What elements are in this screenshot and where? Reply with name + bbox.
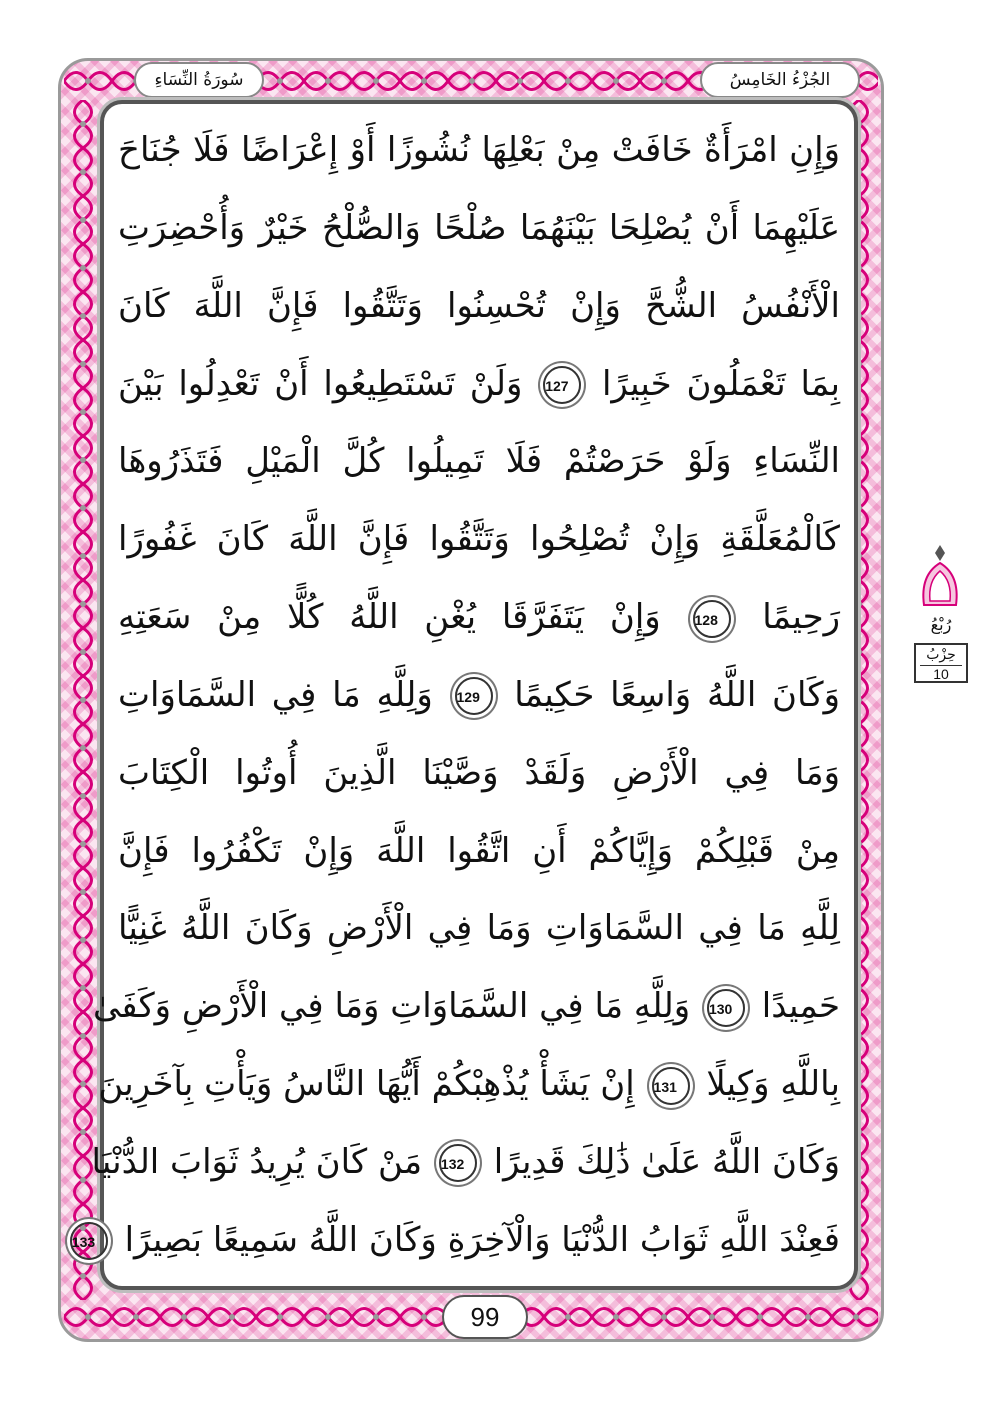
ayah-number-marker: 128 — [693, 600, 731, 638]
verse-text: وَلِلَّهِ مَا فِي السَّمَاوَاتِ وَمَا فِي الْأَرْضِ وَكَفَىٰ — [92, 986, 691, 1027]
hizb-number: 10 — [920, 665, 962, 682]
verse-line — [92, 970, 840, 1042]
verse-line — [118, 425, 840, 497]
verse-text: وَمَا فِي الْأَرْضِ وَلَقَدْ وَصَّيْنَا الَّذِينَ أُوتُوا الْكِتَابَ — [118, 752, 840, 793]
verse-text: بِاللَّهِ وَكِيلًا — [706, 1064, 840, 1105]
verse-line — [118, 737, 840, 809]
verse-text: عَلَيْهِمَا أَنْ يُصْلِحَا بَيْنَهُمَا صُلْحًا وَالصُّلْحُ خَيْرٌ وَأُحْضِرَتِ — [118, 207, 840, 248]
verse-text: كَالْمُعَلَّقَةِ وَإِنْ تُصْلِحُوا وَتَتَّقُوا فَإِنَّ اللَّهَ كَانَ غَفُورًا — [118, 519, 840, 560]
ayah-number-marker: 133 — [70, 1222, 108, 1260]
verse-text: وَإِنْ يَتَفَرَّقَا يُغْنِ اللَّهُ كُلًّا مِنْ سَعَتِهِ — [118, 597, 661, 638]
verse-line — [118, 348, 840, 420]
ayah-number-marker: 129 — [455, 677, 493, 715]
verse-line — [118, 192, 840, 264]
verse-text: وَكَانَ اللَّهُ عَلَىٰ ذَٰلِكَ قَدِيرًا — [493, 1141, 840, 1182]
verse-lines — [71, 114, 841, 1276]
verse-text: إِنْ يَشَأْ يُذْهِبْكُمْ أَيُّهَا النَّاسُ وَيَأْتِ بِآخَرِينَ — [98, 1064, 635, 1105]
verse-line — [118, 114, 840, 186]
ayah-number-marker: 132 — [439, 1144, 477, 1182]
ayah-number-marker: 130 — [707, 989, 745, 1027]
rub-label: رُبْعُ — [930, 615, 952, 634]
verse-text: بِمَا تَعْمَلُونَ خَبِيرًا — [601, 363, 841, 404]
verse-text: الْأَنْفُسُ الشُّحَّ وَإِنْ تُحْسِنُوا وَتَتَّقُوا فَإِنَّ اللَّهَ كَانَ — [118, 285, 840, 326]
hizb-label: حِزْبُ — [926, 647, 956, 663]
verse-text: وَإِنِ امْرَأَةٌ خَافَتْ مِنْ بَعْلِهَا نُشُوزًا أَوْ إِعْرَاضًا فَلَا جُنَاحَ — [118, 130, 840, 170]
verse-text: مِنْ قَبْلِكُمْ وَإِيَّاكُمْ أَنِ اتَّقُوا اللَّهَ وَإِنْ تَكْفُرُوا فَإِنَّ — [118, 830, 840, 871]
page-number: 99 — [442, 1295, 528, 1339]
verse-text: وَلِلَّهِ مَا فِي السَّمَاوَاتِ — [118, 674, 433, 715]
hizb-box — [914, 643, 968, 683]
verse-line — [118, 270, 840, 342]
verse-text: حَمِيدًا — [761, 986, 840, 1027]
verse-line — [118, 659, 840, 731]
verse-text: رَحِيمًا — [762, 597, 841, 638]
verse-line — [98, 1048, 840, 1120]
juz-title: الجُزْءُ الخَامِسُ — [700, 62, 860, 98]
verse-text: فَعِنْدَ اللَّهِ ثَوَابُ الدُّنْيَا وَالْآخِرَةِ وَكَانَ اللَّهُ سَمِيعًا بَصِيرًا — [124, 1219, 840, 1260]
verse-text: لِلَّهِ مَا فِي السَّمَاوَاتِ وَمَا فِي الْأَرْضِ وَكَانَ اللَّهُ غَنِيًّا — [118, 908, 840, 949]
verse-text: النِّسَاءِ وَلَوْ حَرَصْتُمْ فَلَا تَمِيلُوا كُلَّ الْمَيْلِ فَتَذَرُوهَا — [118, 441, 840, 482]
ayah-number-marker: 127 — [543, 366, 581, 404]
verse-line — [118, 892, 840, 964]
verse-line — [91, 1126, 840, 1198]
verse-line — [118, 581, 840, 653]
verse-text: مَنْ كَانَ يُرِيدُ ثَوَابَ الدُّنْيَا — [91, 1141, 423, 1182]
ayah-number-marker: 131 — [652, 1067, 690, 1105]
verse-line — [118, 815, 840, 887]
left-ornament-band — [64, 100, 102, 1300]
verse-text: وَكَانَ اللَّهُ وَاسِعًا حَكِيمًا — [514, 674, 840, 715]
verse-text: وَلَنْ تَسْتَطِيعُوا أَنْ تَعْدِلُوا بَيْنَ — [118, 363, 523, 404]
surah-title: سُورَةُ النِّسَاءِ — [134, 62, 264, 98]
verse-line — [118, 503, 840, 575]
verse-line — [71, 1204, 840, 1276]
